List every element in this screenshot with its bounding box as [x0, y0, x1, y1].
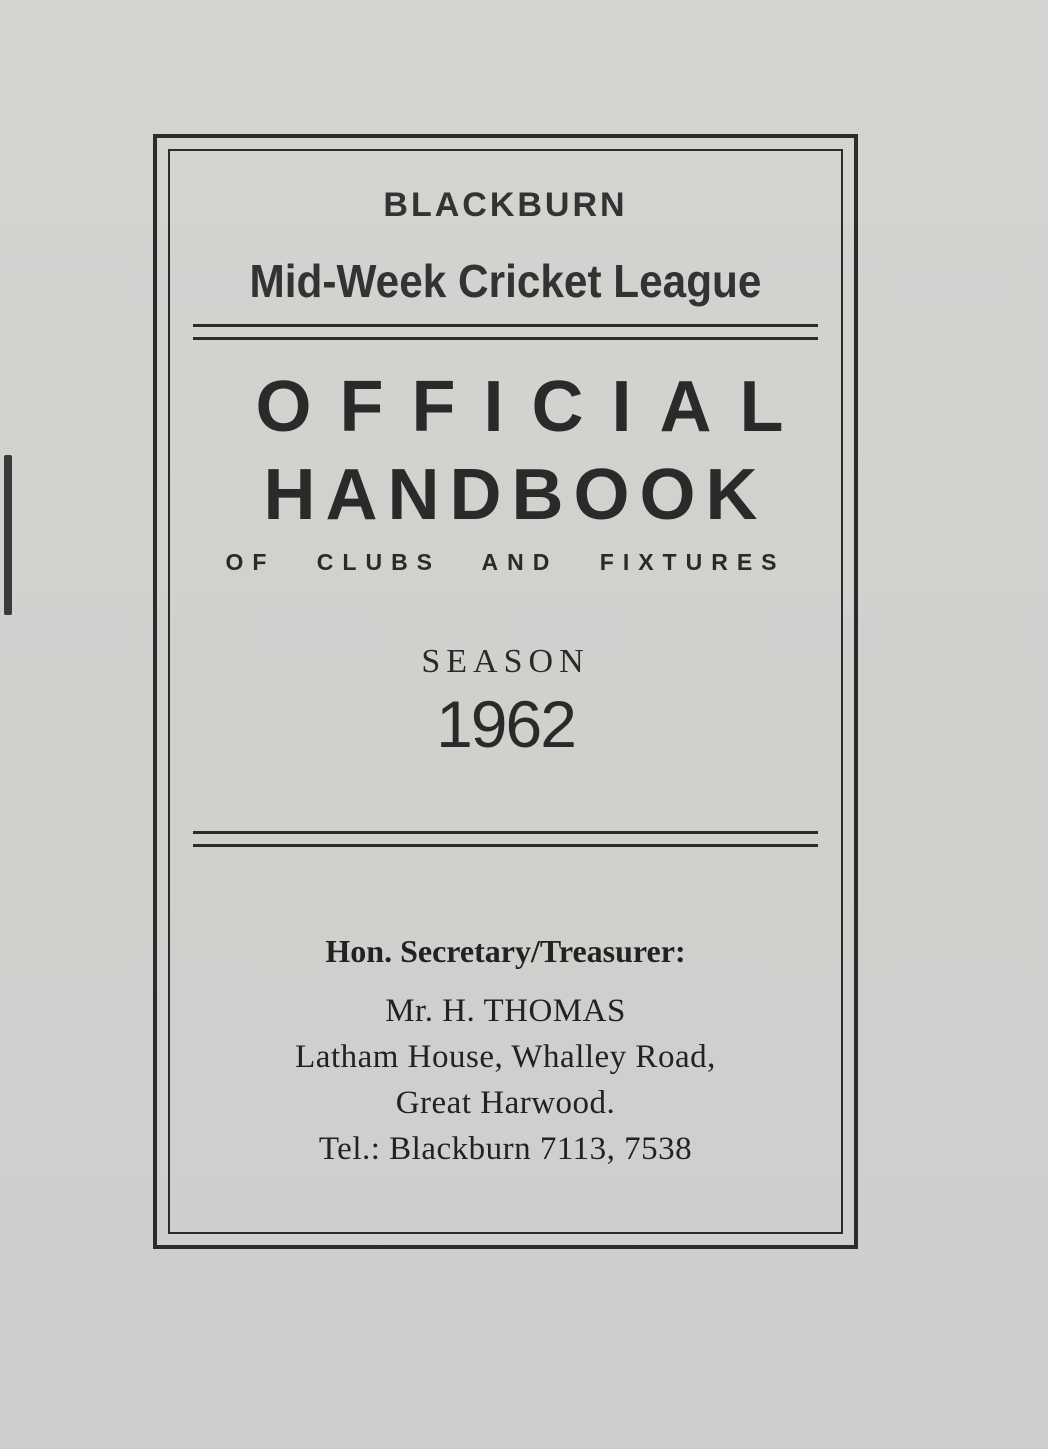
title-handbook: HANDBOOK	[263, 455, 768, 535]
season-label: SEASON	[421, 643, 590, 680]
town-heading: BLACKBURN	[383, 186, 628, 224]
secretary-role: Hon. Secretary/Treasurer:	[325, 933, 686, 969]
cover-border-frame	[153, 134, 858, 1249]
subtitle: OF CLUBS AND FIXTURES	[225, 549, 786, 575]
spine-staple-mark	[4, 455, 12, 615]
league-name: Mid-Week Cricket League	[249, 255, 762, 307]
bottom-double-rule	[193, 831, 818, 847]
season-year: 1962	[436, 687, 575, 761]
cover-content	[157, 138, 854, 1245]
address-line-2: Great Harwood.	[395, 1085, 616, 1121]
address-line-1: Latham House, Whalley Road,	[295, 1039, 716, 1075]
top-double-rule	[193, 324, 818, 340]
title-official: OFFICIAL	[255, 367, 812, 447]
secretary-name: Mr. H. THOMAS	[385, 993, 626, 1029]
telephone: Tel.: Blackburn 7113, 7538	[318, 1131, 693, 1167]
